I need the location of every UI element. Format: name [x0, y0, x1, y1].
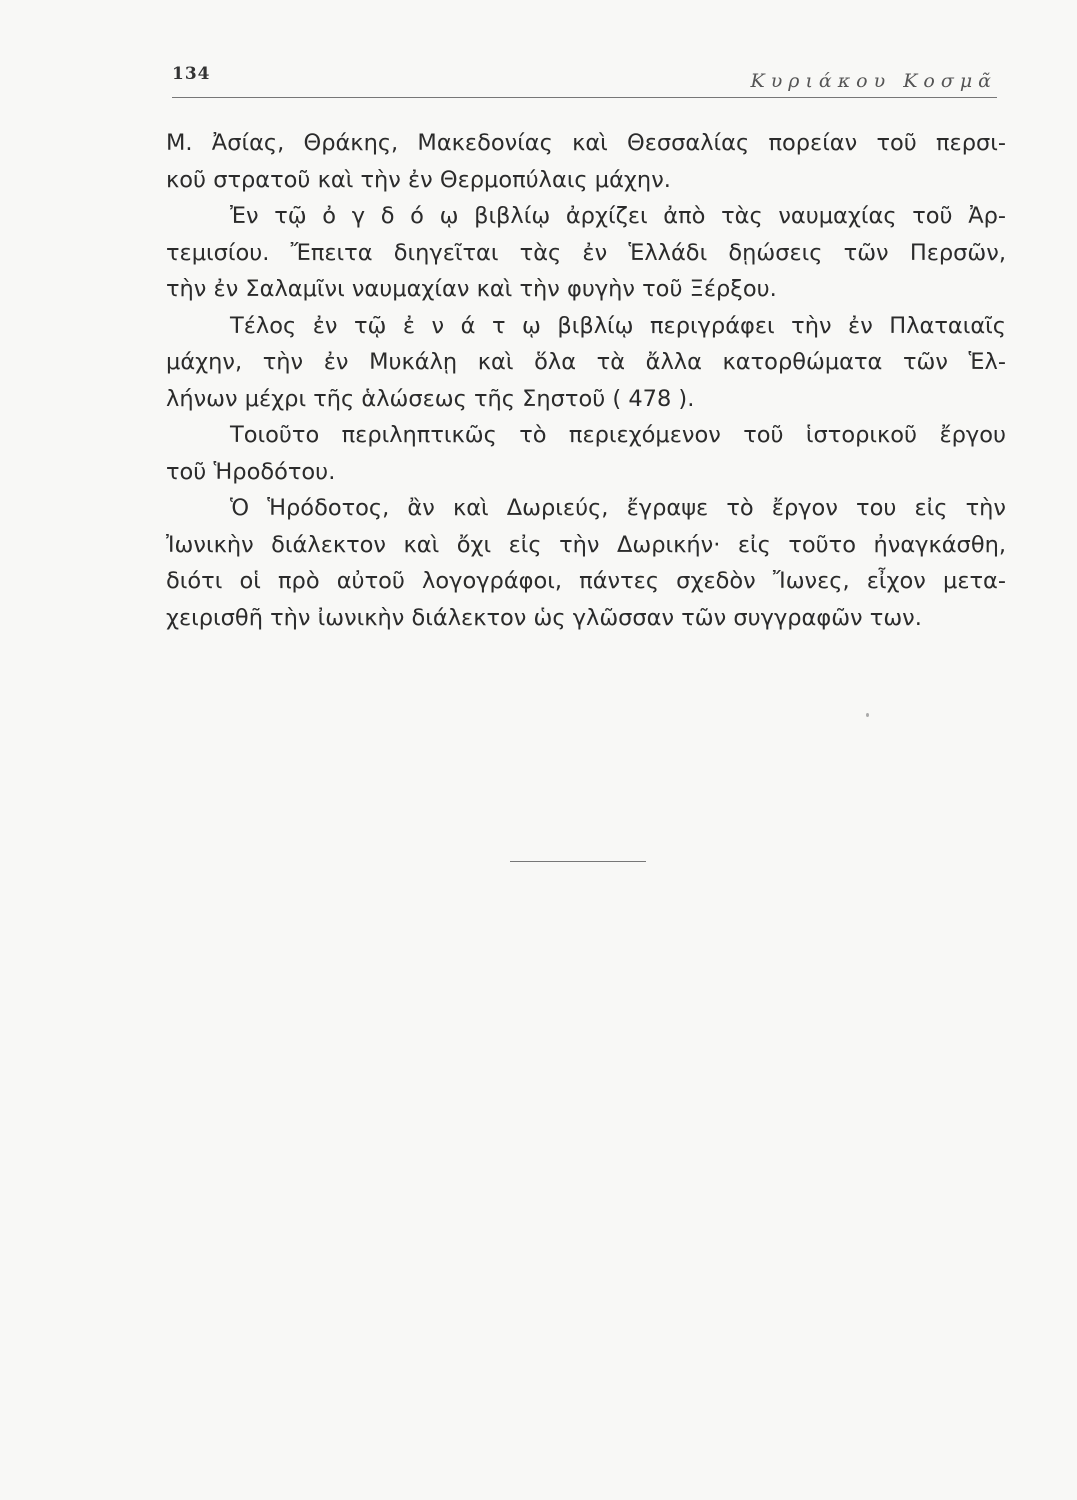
text-line: τὴν ἐν Σαλαμῖνι ναυμαχίαν καὶ τὴν φυγὴν τοῦ Ξέρξου.: [166, 276, 777, 302]
body-text: [166, 125, 1006, 636]
text-line: μάχην, τὴν ἐν Μυκάλῃ καὶ ὅλα τὰ ἄλλα κατορθώματα τῶν Ἑλ-: [166, 349, 1006, 375]
text-line: Τοιοῦτο περιληπτικῶς τὸ περιεχόμενον τοῦ ἱστορικοῦ ἔργου: [230, 422, 1006, 448]
text-line: χειρισθῆ τὴν ἰωνικὴν διάλεκτον ὡς γλῶσσαν τῶν συγγραφῶν των.: [166, 604, 922, 631]
running-head: Κυριάκου Κοσμᾶ: [750, 70, 997, 92]
page-number: 134: [172, 64, 211, 84]
text-line: τεμισίου. Ἔπειτα διηγεῖται τὰς ἐν Ἑλλάδι δῃώσεις τῶν Περσῶν,: [166, 239, 1006, 266]
text-line: Τέλος ἐν τῷ ἐ ν ά τ ῳ βιβλίῳ περιγράφει τὴν ἐν Πλαταιαῖς: [230, 312, 1006, 339]
text-line: Ἐν τῷ ὀ γ δ ό ῳ βιβλίῳ ἀρχίζει ἀπὸ τὰς ναυμαχίας τοῦ Ἀρ-: [230, 203, 1006, 229]
text-line: Ὁ Ἡρόδοτος, ἂν καὶ Δωριεύς, ἔγραψε τὸ ἔργον του εἰς τὴν: [230, 495, 1006, 521]
text-line: διότι οἱ πρὸ αὐτοῦ λογογράφοι, πάντες σχεδὸν Ἴωνες, εἶχον μετα-: [166, 568, 1006, 594]
text-line: τοῦ Ἡροδότου.: [166, 458, 336, 485]
text-line: Μ. Ἀσίας, Θράκης, Μακεδονίας καὶ Θεσσαλίας πορείαν τοῦ περσι-: [166, 130, 1006, 156]
paper-speck: [866, 713, 869, 717]
section-end-rule: [510, 861, 646, 862]
page-header: [172, 60, 997, 98]
text-line: κοῦ στρατοῦ καὶ τὴν ἐν Θερμοπύλαις μάχην.: [166, 166, 671, 193]
text-line: λήνων μέχρι τῆς ἁλώσεως τῆς Σηστοῦ ( 478 ).: [166, 385, 695, 412]
header-rule: [172, 97, 997, 98]
text-line: Ἰωνικὴν διάλεκτον καὶ ὄχι εἰς τὴν Δωρικήν· εἰς τοῦτο ἠναγκάσθη,: [166, 531, 1006, 558]
